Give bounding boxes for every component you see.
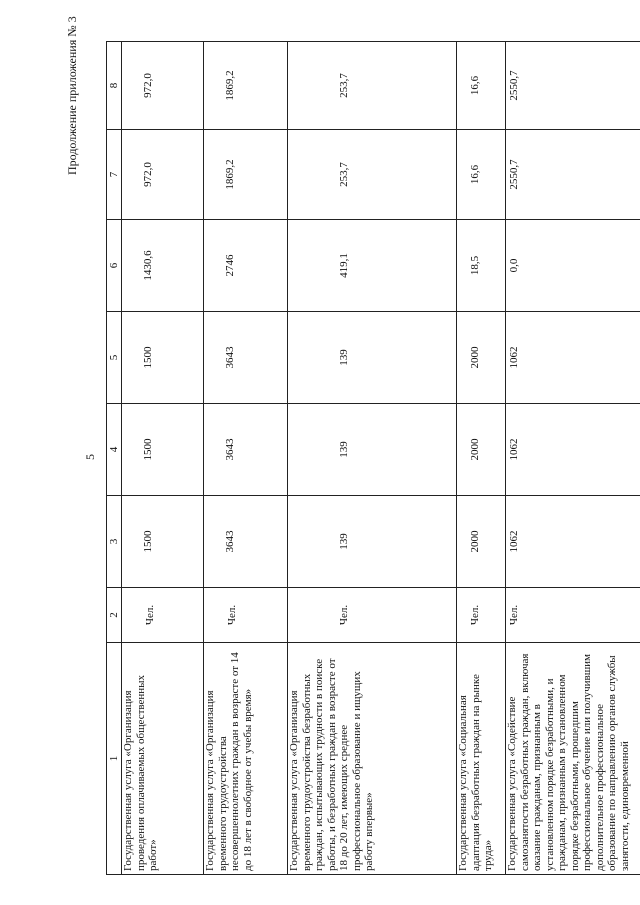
- value-cell: 1430,6: [122, 220, 204, 312]
- value-cell: 2000: [457, 496, 506, 588]
- column-header: 7: [107, 130, 122, 220]
- value-cell: 1500: [122, 312, 204, 404]
- unit-cell: Чел.: [122, 588, 204, 643]
- value-cell: 2000: [457, 404, 506, 496]
- column-header: 4: [107, 404, 122, 496]
- value-cell: 3643: [204, 496, 288, 588]
- unit-cell: Чел.: [204, 588, 288, 643]
- value-cell: 3643: [204, 404, 288, 496]
- value-cell: 1062: [506, 404, 640, 496]
- rotated-landscape-content: [20, 16, 631, 880]
- continuation-note: Продолжение приложения № 3: [65, 16, 79, 175]
- value-cell: 1869,2: [204, 42, 288, 130]
- value-cell: 972,0: [122, 130, 204, 220]
- value-cell: 1062: [506, 312, 640, 404]
- service-description: Государственная услуга «Социальная адаптация безработных граждан на рынке труда»: [457, 643, 506, 875]
- table-row: [122, 42, 204, 875]
- column-header: 1: [107, 643, 122, 875]
- value-cell: 253,7: [288, 130, 457, 220]
- column-header: 2: [107, 588, 122, 643]
- value-cell: 419,1: [288, 220, 457, 312]
- table-row: [204, 42, 288, 875]
- service-description: Государственная услуга «Организация проведения оплачиваемых общественных работ»: [122, 643, 204, 875]
- value-cell: 1500: [122, 496, 204, 588]
- value-cell: 16,6: [457, 42, 506, 130]
- service-description: Государственная услуга «Организация временного трудоустройства безработных граждан, испытывающих трудности в поиске работы, и безработных граждан в возрасте от 18 до 20 лет, имеющих среднее профессиональное образование и ищущих работу впервые»: [288, 643, 457, 875]
- value-cell: 972,0: [122, 42, 204, 130]
- value-cell: 139: [288, 496, 457, 588]
- service-description: Государственная услуга «Организация временного трудоустройства несовершеннолетних граждан в возрасте от 14 до 18 лет в свободное от учебы время»: [204, 643, 288, 875]
- column-header: 8: [107, 42, 122, 130]
- value-cell: 2746: [204, 220, 288, 312]
- value-cell: 2000: [457, 312, 506, 404]
- page-number: 5: [83, 454, 97, 460]
- table-row: [457, 42, 506, 875]
- value-cell: 3643: [204, 312, 288, 404]
- service-description: Государственная услуга «Содействие самозанятости безработных граждан, включая оказание гражданам, признанным в установленном порядке безработными, и гражданам, признанным в установленном порядке безработными, прошедшим профессиональное обучение или получившим дополнительное профессиональное образование по направлению органов службы занятости, единовременной: [506, 643, 640, 875]
- value-cell: 139: [288, 404, 457, 496]
- value-cell: 18,5: [457, 220, 506, 312]
- value-cell: 1500: [122, 404, 204, 496]
- table-header-row: [107, 42, 122, 875]
- value-cell: 1062: [506, 496, 640, 588]
- value-cell: 253,7: [288, 42, 457, 130]
- column-header: 6: [107, 220, 122, 312]
- column-header: 3: [107, 496, 122, 588]
- value-cell: 2550,7: [506, 130, 640, 220]
- value-cell: 1869,2: [204, 130, 288, 220]
- unit-cell: Чел.: [506, 588, 640, 643]
- value-cell: 16,6: [457, 130, 506, 220]
- appendix-table: [106, 41, 640, 875]
- unit-cell: Чел.: [288, 588, 457, 643]
- value-cell: 2550,7: [506, 42, 640, 130]
- unit-cell: Чел.: [457, 588, 506, 643]
- value-cell: 0,0: [506, 220, 640, 312]
- value-cell: 139: [288, 312, 457, 404]
- table-row: [506, 42, 640, 875]
- column-header: 5: [107, 312, 122, 404]
- table-row: [288, 42, 457, 875]
